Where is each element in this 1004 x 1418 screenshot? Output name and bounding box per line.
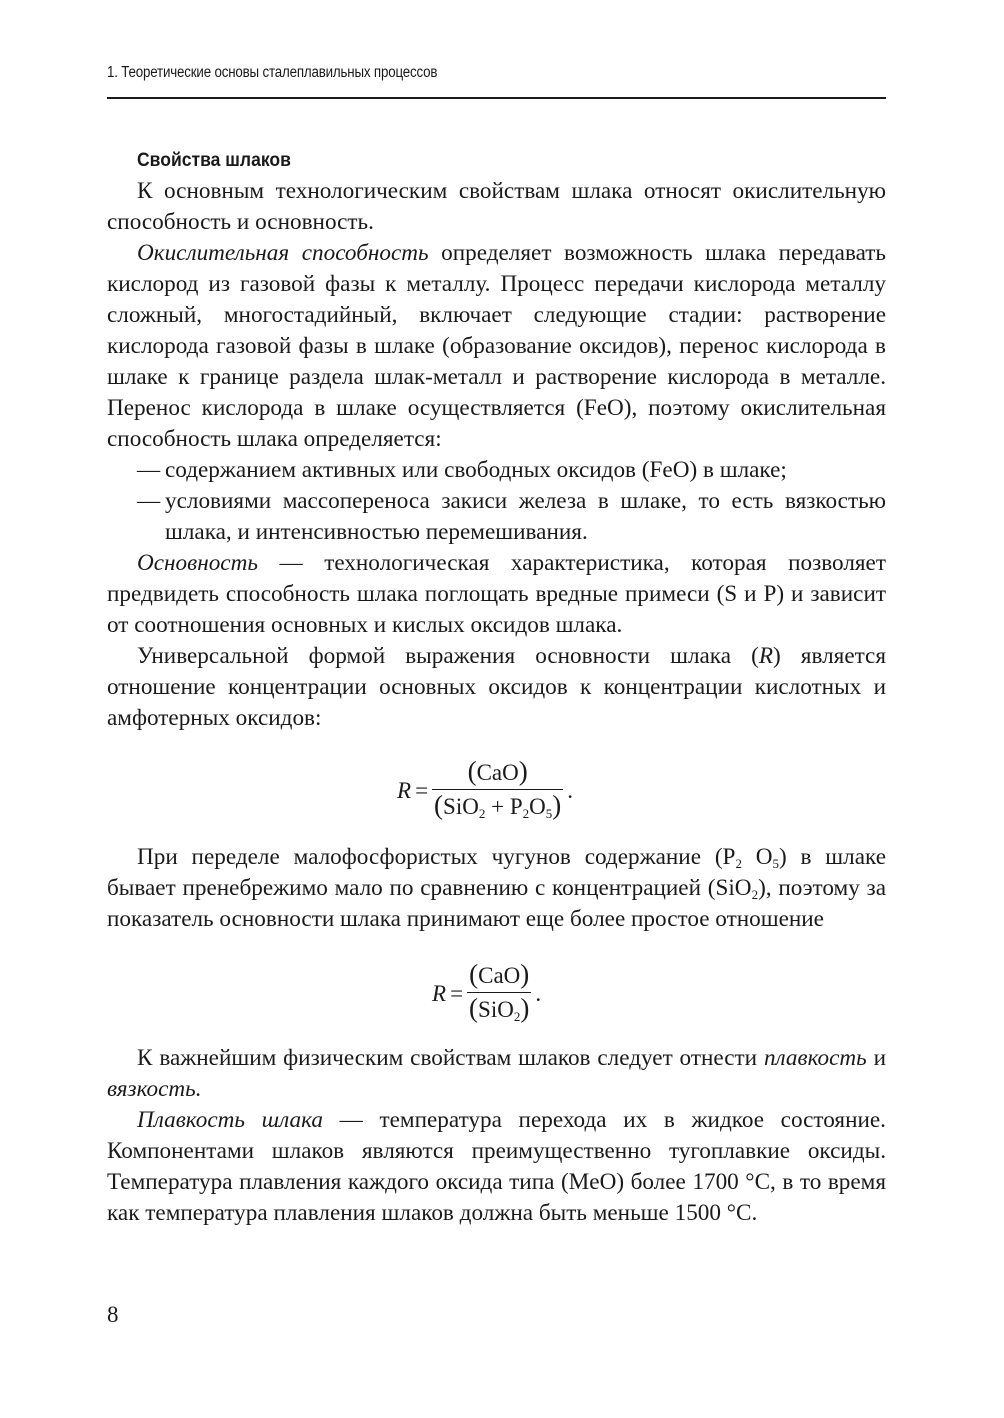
den-term: SiO — [478, 997, 514, 1022]
den-subscript: 5 — [545, 806, 553, 821]
den-subscript: 2 — [478, 806, 486, 821]
den-subscript: 2 — [513, 1009, 521, 1024]
den-plus: + — [491, 794, 505, 819]
den-term: O — [529, 794, 546, 819]
page-body — [107, 145, 886, 1229]
formula-basicity-simple — [107, 935, 886, 1043]
text-run: При переделе малофосфористых чугунов содержание (P — [137, 844, 736, 870]
text-run: ) является отношение концентрации основных оксидов к концентрации кислотных и амфотерных оксидов: — [107, 643, 886, 731]
term-fusibility: плавкость — [763, 1045, 867, 1071]
page-number: 8 — [107, 1302, 119, 1327]
term-slag-fusibility: Плавкость шлака — [137, 1107, 323, 1133]
formula-period: . — [567, 777, 573, 803]
paragraph-intro — [107, 176, 886, 238]
paragraph-physical-properties — [107, 1043, 886, 1105]
formula-denominator: (SiO$_2$) — [469, 993, 530, 1024]
text-run: и — [866, 1045, 886, 1071]
variable-r: R — [758, 643, 773, 669]
formula-equals: = — [415, 777, 429, 803]
text-run: ), поэтому за показатель основности шлака принимают еще более простое отношение — [107, 875, 886, 932]
text-run: Универсальной формой выражения основности шлака ( — [137, 643, 759, 669]
running-header: 1. Теоретические основы сталеплавильных процессов — [107, 64, 438, 81]
den-subscript: 2 — [522, 806, 530, 821]
list-item-text: содержанием активных или свободных оксидов (FeO) в шлаке; — [165, 457, 787, 483]
formula-fraction — [432, 758, 563, 822]
bullet-dash: — — [137, 488, 161, 514]
paragraph-basicity-text: — технологическая характеристика, которая позволяет предвидеть способность шлака поглощать вредные примеси (S и P) и зависит от соотношения основных и кислых оксидов шлака. — [107, 550, 886, 638]
formula-variable: R — [432, 980, 447, 1006]
paragraph-intro-text: К основным технологическим свойствам шлака относят окислительную способность и основность. — [107, 178, 886, 235]
numerator-text: CaO — [476, 760, 519, 785]
section-title: Свойства шлаков — [137, 149, 291, 171]
list-item — [107, 486, 886, 548]
subscript: 5 — [772, 856, 780, 871]
paragraph-basicity — [107, 548, 886, 641]
den-term: SiO — [443, 794, 479, 819]
paragraph-low-phosphorus — [107, 842, 886, 935]
header-rule — [107, 97, 886, 99]
text-run: O — [741, 844, 773, 870]
formula-numerator: (CaO) — [469, 959, 530, 989]
formula-variable: R — [397, 777, 412, 803]
list-item-text: условиями массопереноса закиси железа в шлаке, то есть вязкостью шлака, и интенсивностью перемешивания. — [165, 488, 886, 545]
formula-numerator: (CaO) — [467, 756, 528, 786]
paragraph-oxidizing — [107, 238, 886, 455]
term-oxidizing-capacity: Окислительная способность — [137, 240, 429, 266]
paragraph-oxidizing-text: определяет возможность шлака передавать кислород из газовой фазы к металлу. Процесс передачи кислорода металлу сложный, многостадийный, включает следующие стадии: растворение кислорода газовой фазы в шлаке (образование оксидов), перенос кислорода в шлаке к границе раздела шлак-металл и растворение кислорода в металле. Перенос кислорода в шлаке осуществляется (FeO), поэтому окислительная способность шлака определяется: — [107, 240, 886, 452]
subscript: 2 — [751, 887, 759, 902]
paragraph-fusibility-text: — температура перехода их в жидкое состояние. Компонентами шлаков являются преимущественно тугоплавкие оксиды. Температура плавления каждого оксида типа (MeO) более 1700 °С, в то время как температура плавления шлаков должна быть меньше 1500 °С. — [107, 1107, 886, 1226]
formula-equals: = — [450, 980, 464, 1006]
paragraph-fusibility — [107, 1105, 886, 1229]
list-item — [107, 455, 886, 486]
formula-expression — [432, 961, 541, 1025]
formula-expression — [397, 758, 573, 822]
text-run: ) в шлаке бывает пренебрежимо мало по сравнению с концентрацией (SiO — [107, 844, 886, 901]
subscript: 2 — [735, 856, 742, 871]
bullet-dash: — — [137, 457, 161, 483]
paragraph-universal-form — [107, 641, 886, 734]
formula-fraction — [467, 961, 531, 1025]
formula-denominator: $(SiO_2 + P_2O_5)$ — [434, 790, 562, 821]
numerator-text: CaO — [478, 963, 521, 988]
den-term: P — [509, 794, 523, 819]
stage-list — [107, 455, 886, 548]
formula-basicity-full — [107, 734, 886, 842]
text-run: К важнейшим физическим свойствам шлаков следует отнести — [137, 1045, 764, 1071]
formula-period: . — [535, 980, 542, 1006]
term-viscosity: вязкость. — [107, 1076, 202, 1102]
term-basicity: Основность — [137, 550, 258, 576]
